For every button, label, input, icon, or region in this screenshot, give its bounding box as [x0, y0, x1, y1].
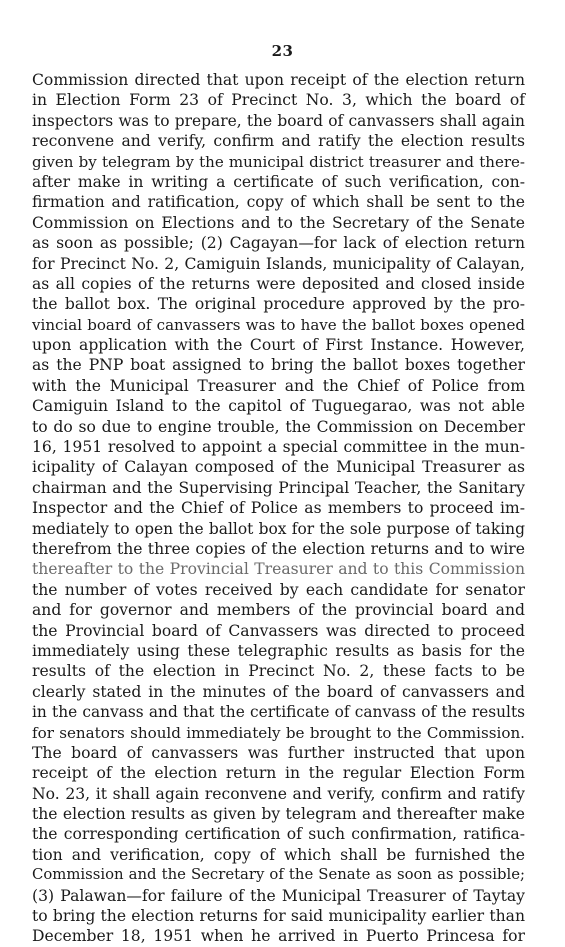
text-line: December 18, 1951 when he arrived in Puerto Princesa for [32, 927, 525, 946]
text-line: (3) Palawan—for failure of the Municipal Treasurer of Taytay [32, 886, 525, 905]
text-line: after make in writing a certificate of such verification, con- [32, 172, 525, 191]
text-line: tion and verification, copy of which shall be furnished the [32, 845, 525, 864]
text-line: clearly stated in the minutes of the board of canvassers and [32, 682, 525, 701]
text-line: the election results as given by telegram and thereafter make [32, 805, 525, 824]
text-line: receipt of the election return in the regular Election Form [32, 764, 525, 783]
text-line: and for governor and members of the provincial board and [32, 601, 525, 620]
text-line: Commission directed that upon receipt of the election return [32, 71, 525, 89]
text-line: reconvene and verify, confirm and ratify the election results [32, 132, 525, 151]
page-number: 23 [271, 42, 294, 60]
text-line: 16, 1951 resolved to appoint a special committee in the mun- [32, 438, 525, 457]
text-line: therefrom the three copies of the election returns and to wire [32, 539, 525, 558]
text-line: immediately using these telegraphic results as basis for the [32, 641, 525, 660]
text-line: the number of votes received by each candidate for senator [32, 580, 525, 599]
text-line: No. 23, it shall again reconvene and verify, confirm and ratify [32, 784, 525, 803]
text-line: as the PNP boat assigned to bring the ballot boxes together [32, 356, 525, 375]
text-line: for senators should immediately be brought to the Commission. [32, 723, 525, 742]
text-line: chairman and the Supervising Principal Teacher, the Sanitary [32, 478, 525, 497]
text-line: to do so due to engine trouble, the Commission on December [32, 417, 525, 436]
text-line: inspectors was to prepare, the board of canvassers shall again [32, 111, 525, 130]
text-line: Commission on Elections and to the Secretary of the Senate [32, 213, 525, 232]
text-line: as all copies of the returns were deposited and closed inside [32, 274, 525, 293]
text-line: the Provincial board of Canvassers was directed to proceed [32, 621, 525, 640]
text-line: upon application with the Court of First Instance. However, [32, 336, 525, 355]
text-line: for Precinct No. 2, Camiguin Islands, municipality of Calayan, [32, 254, 525, 273]
body-text [32, 70, 525, 947]
text-line: thereafter to the Provincial Treasurer and to this Commission [32, 560, 525, 579]
text-line: the corresponding certification of such confirmation, ratifica- [32, 825, 525, 844]
text-line: with the Municipal Treasurer and the Chief of Police from [32, 376, 525, 395]
text-line: icipality of Calayan composed of the Municipal Treasurer as [32, 458, 525, 477]
text-line: to bring the election returns for said municipality earlier than [32, 907, 525, 926]
text-line: in Election Form 23 of Precinct No. 3, which the board of [32, 91, 525, 110]
text-line: in the canvass and that the certificate of canvass of the results [32, 703, 525, 722]
text-line: Inspector and the Chief of Police as members to proceed im- [32, 499, 525, 518]
text-line: Commission and the Secretary of the Senate as soon as possible; [32, 866, 525, 884]
text-line: Camiguin Island to the capitol of Tuguegarao, was not able [32, 397, 525, 416]
text-line: as soon as possible; (2) Cagayan—for lack of election return [32, 234, 525, 253]
text-line: The board of canvassers was further instructed that upon [32, 743, 525, 762]
text-line: the ballot box. The original procedure approved by the pro- [32, 295, 525, 314]
text-line: mediately to open the ballot box for the sole purpose of taking [32, 519, 525, 538]
text-line: results of the election in Precinct No. 2, these facts to be [32, 662, 525, 681]
text-line: firmation and ratification, copy of which shall be sent to the [32, 193, 525, 212]
text-line: given by telegram by the municipal district treasurer and there- [32, 152, 525, 171]
text-line: vincial board of canvassers was to have the ballot boxes opened [32, 315, 525, 334]
